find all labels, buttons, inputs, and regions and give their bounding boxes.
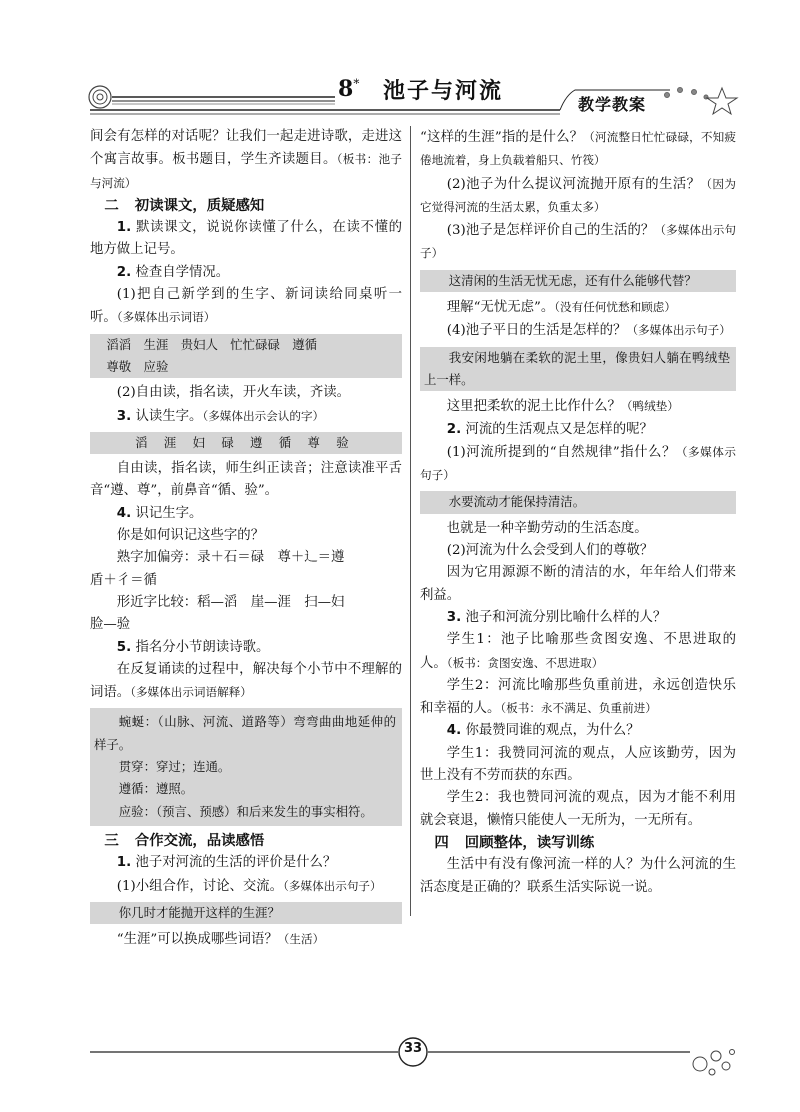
highlight-box: [90, 432, 402, 454]
box-line: 水要流动才能保持清洁。: [448, 494, 586, 510]
list-item: 1. 默读课文，说说你读懂了什么，在读不懂的地方做上记号。: [90, 220, 403, 258]
paragraph: (2)河流为什么会受到人们的尊敬？: [446, 543, 654, 559]
paragraph: (4)池子平日的生活是怎样的？（多媒体出示句子）: [446, 323, 731, 339]
box-line: 滔 涯 妇 碌 遵 循 尊 验: [135, 434, 355, 450]
highlight-box: [420, 270, 736, 292]
box-line: 遵循：遵照。: [118, 781, 194, 797]
right-column: [420, 126, 736, 899]
paragraph: 盾＋彳＝循: [90, 572, 157, 588]
header-tag: 教学教案: [578, 95, 647, 114]
paragraph: “生涯”可以换成哪些词语？（生活）: [116, 932, 325, 948]
paragraph: 自由读，指名读，师生纠正读音；注意读准平舌音“遵、尊”，前鼻音“循、验”。: [90, 461, 402, 499]
list-item: 4. 识记生字。: [116, 505, 203, 521]
paragraph: 学生1：我赞同河流的观点，人应该勤劳，因为世上没有不劳而获的东西。: [420, 745, 736, 784]
lesson-title: 池子与河流: [383, 79, 504, 104]
list-item: 3. 认读生字。（多媒体出示会认的字）: [116, 408, 325, 424]
paragraph: 因为它用源源不断的清洁的水，年年给人们带来利益。: [420, 565, 736, 603]
page-header: [0, 0, 800, 125]
section-heading: 四 回顾整体，读写训练: [434, 834, 595, 851]
page-footer: [0, 1030, 800, 1110]
paragraph: 这里把柔软的泥土比作什么？（鸭绒垫）: [446, 399, 679, 415]
highlight-box: [420, 491, 736, 513]
left-column: [90, 126, 402, 951]
list-item: 2. 河流的生活观点又是怎样的呢？: [446, 421, 653, 437]
highlight-box: [420, 347, 736, 392]
paragraph: (2)池子为什么提议河流抛开原有的生活？（因为它觉得河流的生活太累，负重太多）: [420, 176, 736, 214]
paragraph: 理解“无忧无虑”。（没有任何忧愁和顾虑）: [446, 300, 676, 316]
paragraph: 脸—验: [90, 617, 131, 633]
highlight-box: [90, 334, 402, 379]
paragraph: (2)自由读，指名读，开火车读，齐读。: [116, 385, 351, 401]
paragraph: 学生2：河流比喻那些负重前进，永远创造快乐和幸福的人。（板书：永不满足、负重前进）: [420, 677, 736, 717]
list-item: 3. 池子和河流分别比喻什么样的人？: [446, 609, 667, 625]
page-number: 33: [403, 1041, 423, 1056]
paragraph: (1)河流所提到的“自然规律”指什么？（多媒体示句子）: [420, 444, 736, 483]
highlight-box: [90, 902, 402, 924]
paragraph: 在反复诵读的过程中，解决每个小节中不理解的词语。（多媒体出示词语解释）: [90, 661, 402, 701]
section-heading: 三 合作交流，品读感悟: [104, 832, 265, 849]
footer-decoration: [0, 1030, 800, 1110]
box-line: 我安闲地躺在柔软的泥土里，像贵妇人躺在鸭绒垫上一样。: [424, 349, 730, 387]
paragraph: (3)池子是怎样评价自己的生活的？（多媒体出示句子）: [420, 223, 736, 261]
paragraph: 也就是一种辛勤劳动的生活态度。: [446, 520, 648, 536]
paragraph: 形近字比较：稻—滔 崖—涯 扫—妇: [116, 594, 345, 610]
column-divider: [410, 126, 411, 916]
paragraph: (1)小组合作，讨论、交流。（多媒体出示句子）: [116, 878, 382, 894]
lesson-number: 8*: [338, 76, 360, 102]
box-line: 蜿蜒：（山脉、河流、道路等）弯弯曲曲地延伸的样子。: [94, 714, 396, 752]
section-heading: 二 初读课文，质疑感知: [104, 197, 265, 214]
box-line: 应验：（预言、预感）和后来发生的事实相符。: [118, 803, 373, 819]
spiral-icon: [89, 86, 111, 108]
paragraph: 学生2：我也赞同河流的观点，因为才能不利用就会衰退，懒惰只能使人一无所为，一无所有。: [420, 790, 736, 828]
paragraph: 你是如何识记这些字的？: [116, 528, 265, 544]
list-item: 5. 指名分小节朗读诗歌。: [116, 639, 270, 655]
box-line: 你几时才能抛开这样的生涯？: [118, 904, 280, 920]
paragraph: “这样的生涯”指的是什么？（河流整日忙忙碌碌，不知疲倦地流着，身上负载着船只、竹筏）: [420, 130, 736, 168]
list-item: 2. 检查自学情况。: [116, 264, 230, 280]
box-line: 尊敬 应验: [106, 358, 169, 374]
paragraph: 生活中有没有像河流一样的人？为什么河流的生活态度是正确的？联系生活实际说一说。: [420, 857, 736, 895]
highlight-box: [90, 708, 402, 825]
bubble-icons: [693, 1050, 735, 1076]
header-decoration: [0, 0, 800, 125]
box-line: 这清闲的生活无忧无虑，还有什么能够代替？: [448, 272, 697, 288]
paragraph: 间会有怎样的对话呢？让我们一起走进诗歌，走进这个寓言故事。板书题目，学生齐读题目。（板书：池子与河流）: [90, 129, 403, 190]
paragraph: 学生1：池子比喻那些贪图安逸、不思进取的人。（板书：贪图安逸、不思进取）: [420, 632, 736, 671]
list-item: 1. 池子对河流的生活的评价是什么？: [116, 855, 337, 871]
box-line: 贯穿：穿过；连通。: [118, 759, 231, 775]
box-line: 滔滔 生涯 贵妇人 忙忙碌碌 遵循: [106, 336, 318, 352]
star-icons: [665, 88, 738, 115]
list-item: 4. 你最赞同谁的观点，为什么？: [446, 723, 640, 739]
paragraph: 熟字加偏旁：录＋石＝碌 尊＋辶＝遵: [116, 550, 345, 566]
paragraph: (1)把自己新学到的生字、新词读给同桌听一听。（多媒体出示词语）: [90, 287, 402, 326]
